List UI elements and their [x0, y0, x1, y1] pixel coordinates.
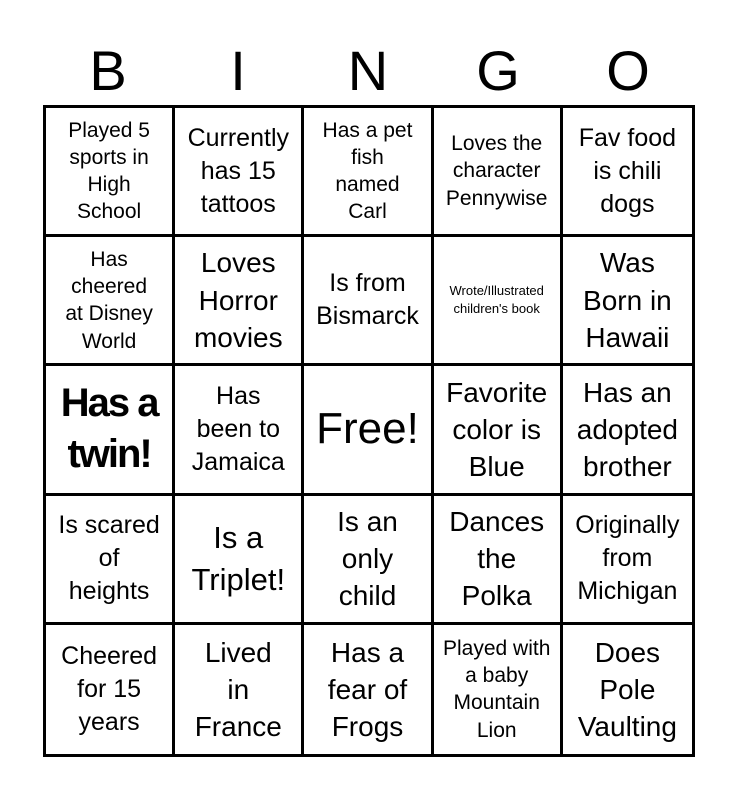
bingo-cell[interactable]: Is a Triplet! — [175, 496, 304, 625]
free-space-cell[interactable]: Free! — [304, 366, 433, 495]
bingo-cell[interactable]: Dances the Polka — [434, 496, 563, 625]
header-letter-n: N — [347, 39, 389, 102]
bingo-grid — [43, 105, 695, 757]
bingo-cell[interactable]: Favorite color is Blue — [434, 366, 563, 495]
header-letter-b: B — [89, 39, 127, 102]
bingo-cell[interactable]: Fav food is chili dogs — [563, 108, 692, 237]
header-letter-i: I — [230, 39, 246, 102]
bingo-cell[interactable]: Lived in France — [175, 625, 304, 754]
bingo-cell[interactable]: Wrote/Illustrated children's book — [434, 237, 563, 366]
header-letter-o: O — [606, 39, 650, 102]
bingo-cell[interactable]: Played with a baby Mountain Lion — [434, 625, 563, 754]
bingo-cell[interactable]: Was Born in Hawaii — [563, 237, 692, 366]
bingo-cell[interactable]: Has a twin! — [46, 366, 175, 495]
bingo-cell[interactable]: Played 5 sports in High School — [46, 108, 175, 237]
header-letter-g: G — [476, 39, 520, 102]
bingo-cell[interactable]: Cheered for 15 years — [46, 625, 175, 754]
bingo-cell[interactable]: Is an only child — [304, 496, 433, 625]
bingo-cell[interactable]: Has cheered at Disney World — [46, 237, 175, 366]
bingo-cell[interactable]: Is scared of heights — [46, 496, 175, 625]
bingo-header — [43, 40, 693, 102]
bingo-cell[interactable]: Has been to Jamaica — [175, 366, 304, 495]
bingo-cell[interactable]: Does Pole Vaulting — [577, 636, 677, 742]
bingo-cell[interactable]: Is from Bismarck — [304, 237, 433, 366]
bingo-cell[interactable]: Currently has 15 tattoos — [175, 108, 304, 237]
bingo-cell[interactable]: Has a pet fish named Carl — [304, 108, 433, 237]
bingo-cell[interactable]: Loves Horror movies — [175, 237, 304, 366]
bingo-cell[interactable]: Loves the character Pennywise — [434, 108, 563, 237]
bingo-cell[interactable]: Has a fear of Frogs — [304, 625, 433, 754]
bingo-cell[interactable]: Has an adopted brother — [563, 366, 692, 495]
bingo-cell[interactable]: Originally from Michigan — [563, 496, 692, 625]
